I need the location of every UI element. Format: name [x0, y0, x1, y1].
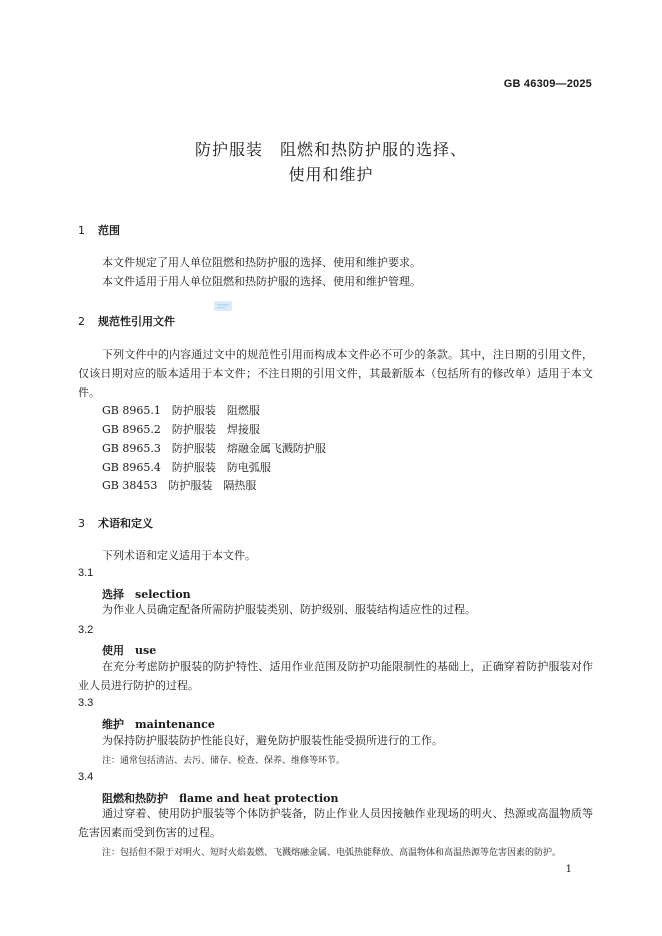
term-number: 3.4	[78, 771, 94, 783]
section-number: 1	[78, 224, 85, 237]
page-number: 1	[565, 864, 572, 875]
page-title-line2: 使用和维护	[288, 165, 374, 184]
section-3-heading	[78, 515, 153, 531]
term-title: 维护 maintenance	[102, 718, 215, 731]
watermark-logo-icon	[214, 301, 232, 311]
paragraph: 下列文件中的内容通过文中的规范性引用而构成本文件必不可少的条款。其中，注日期的引用文件，仅该日期对应的版本适用于本文件；不注日期的引用文件，其最新版本（包括所有的修改单）适用于本文件。	[78, 348, 593, 399]
reference-item: GB 8965.1 防护服装 阻燃服	[102, 404, 260, 417]
term-number: 3.1	[78, 567, 94, 579]
page-title-line1: 防护服装 阻燃和热防护服的选择、	[194, 140, 467, 159]
term-title: 使用 use	[102, 644, 157, 657]
paragraph: 下列术语和定义适用于本文件。	[102, 549, 256, 562]
term-definition: 在充分考虑防护服装的防护特性、适用作业范围及防护功能限制性的基础上，正确穿着防护服装对作业人员进行防护的过程。	[78, 660, 593, 692]
standard-number: GB 46309—2025	[503, 78, 592, 90]
reference-item: GB 8965.4 防护服装 防电弧服	[102, 461, 271, 474]
section-number: 2	[78, 315, 85, 328]
section-number: 3	[78, 517, 85, 530]
term-definition: 为作业人员确定配备所需防护服装类别、防护级别、服装结构适应性的过程。	[102, 603, 476, 616]
term-definition: 为保持防护服装防护性能良好，避免防护服装性能受损所进行的工作。	[102, 734, 443, 747]
paragraph: 本文件适用于用人单位阻燃和热防护服的选择、使用和维护管理。	[102, 275, 421, 288]
section-1-heading	[78, 222, 120, 238]
term-note: 注：通常包括清洁、去污、储存、检查、保养、维修等环节。	[102, 756, 346, 766]
paragraph: 本文件规定了用人单位阻燃和热防护服的选择、使用和维护要求。	[102, 256, 421, 269]
section-title: 范围	[98, 224, 120, 237]
reference-item: GB 38453 防护服装 隔热服	[102, 479, 257, 492]
reference-item: GB 8965.3 防护服装 熔融金属飞溅防护服	[102, 442, 326, 455]
term-title: 阻燃和热防护 flame and heat protection	[102, 792, 339, 805]
section-title: 术语和定义	[98, 517, 153, 530]
term-note: 注：包括但不限于对明火、短时火焰轰燃、飞溅熔融金属、电弧热能释放、高温物体和高温热源等危害因素的防护。	[102, 848, 562, 858]
term-number: 3.2	[78, 624, 94, 636]
reference-item: GB 8965.2 防护服装 焊接服	[102, 423, 260, 436]
term-title: 选择 selection	[102, 588, 191, 601]
term-number: 3.3	[78, 697, 94, 709]
section-2-heading	[78, 313, 175, 329]
section-title: 规范性引用文件	[98, 315, 175, 328]
term-definition: 通过穿着、使用防护服装等个体防护装备，防止作业人员因接触作业现场的明火、热源或高温物质等危害因素而受到伤害的过程。	[78, 807, 593, 839]
